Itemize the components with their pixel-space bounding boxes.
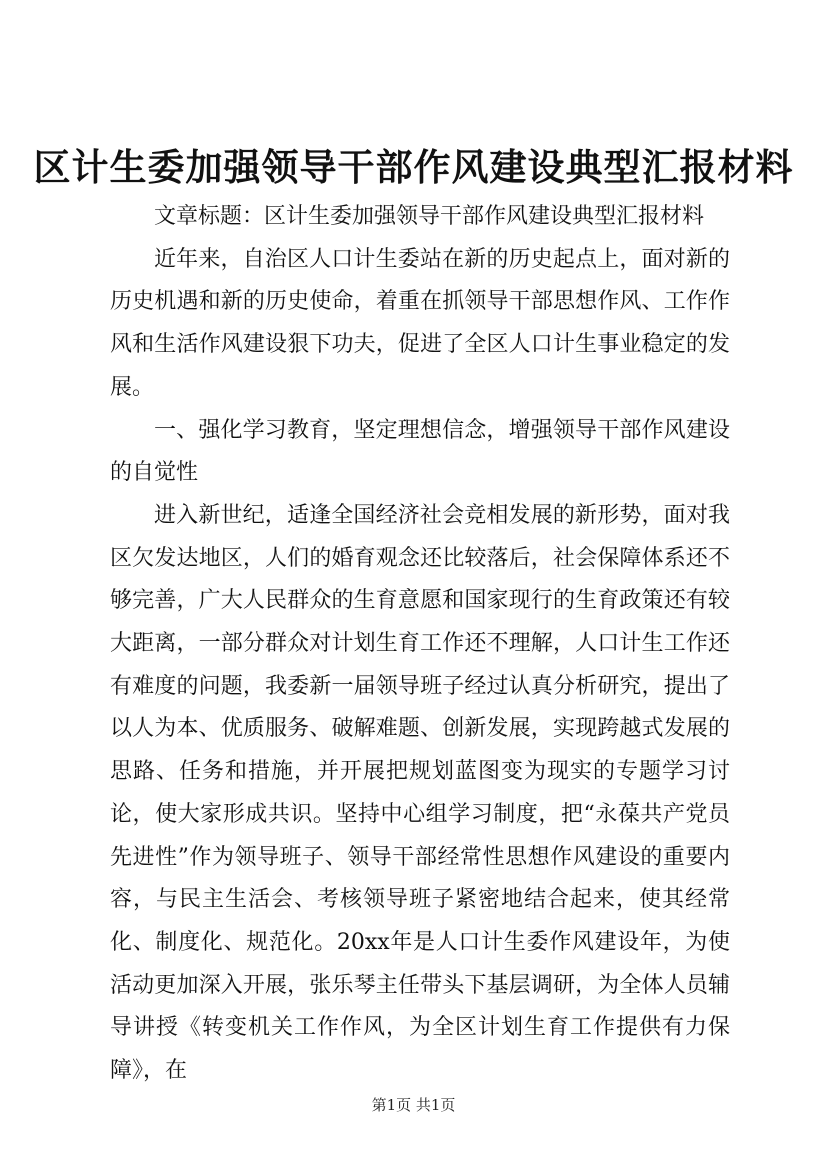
section-heading: 一、强化学习教育，坚定理想信念，增强领导干部作风建设的自觉性: [110, 417, 730, 486]
intro-paragraph: 近年来，自治区人口计生委站在新的历史起点上，面对新的历史机遇和新的历史使命，着重在抓领导干部思想作风、工作作风和生活作风建设狠下功夫，促进了全区人口计生事业稳定的发展。: [110, 246, 730, 400]
body-paragraph: 进入新世纪，适逢全国经济社会竞相发展的新形势，面对我区欠发达地区，人们的婚育观念还比较落后，社会保障体系还不够完善，广大人民群众的生育意愿和国家现行的生育政策还有较大距离，一部分群众对计划生育工作还不理解，人口计生工作还有难度的问题，我委新一届领导班子经过认真分析研究，提出了以人为本、优质服务、破解难题、创新发展，实现跨越式发展的思路、任务和措施，并开展把规划蓝图变为现实的专题学习讨论，使大家形成共识。坚持中心组学习制度，把“永葆共产党员先进性”作为领导班子、领导干部经常性思想作风建设的重要内容，与民主生活会、考核领导班子紧密地结合起来，使其经常化、制度化、规范化。20xx年是人口计生委作风建设年，为使活动更加深入开展，张乐琴主任带头下基层调研，为全体人员辅导讲授《转变机关工作作风，为全区计划生育工作提供有力保障》，在: [110, 502, 730, 1084]
page-footer: 第1页 共1页: [371, 1096, 456, 1114]
document-body: [110, 196, 730, 1093]
article-title-line: 文章标题：区计生委加强领导干部作风建设典型汇报材料: [154, 204, 705, 229]
document-title: 区计生委加强领导干部作风建设典型汇报材料: [33, 145, 794, 189]
